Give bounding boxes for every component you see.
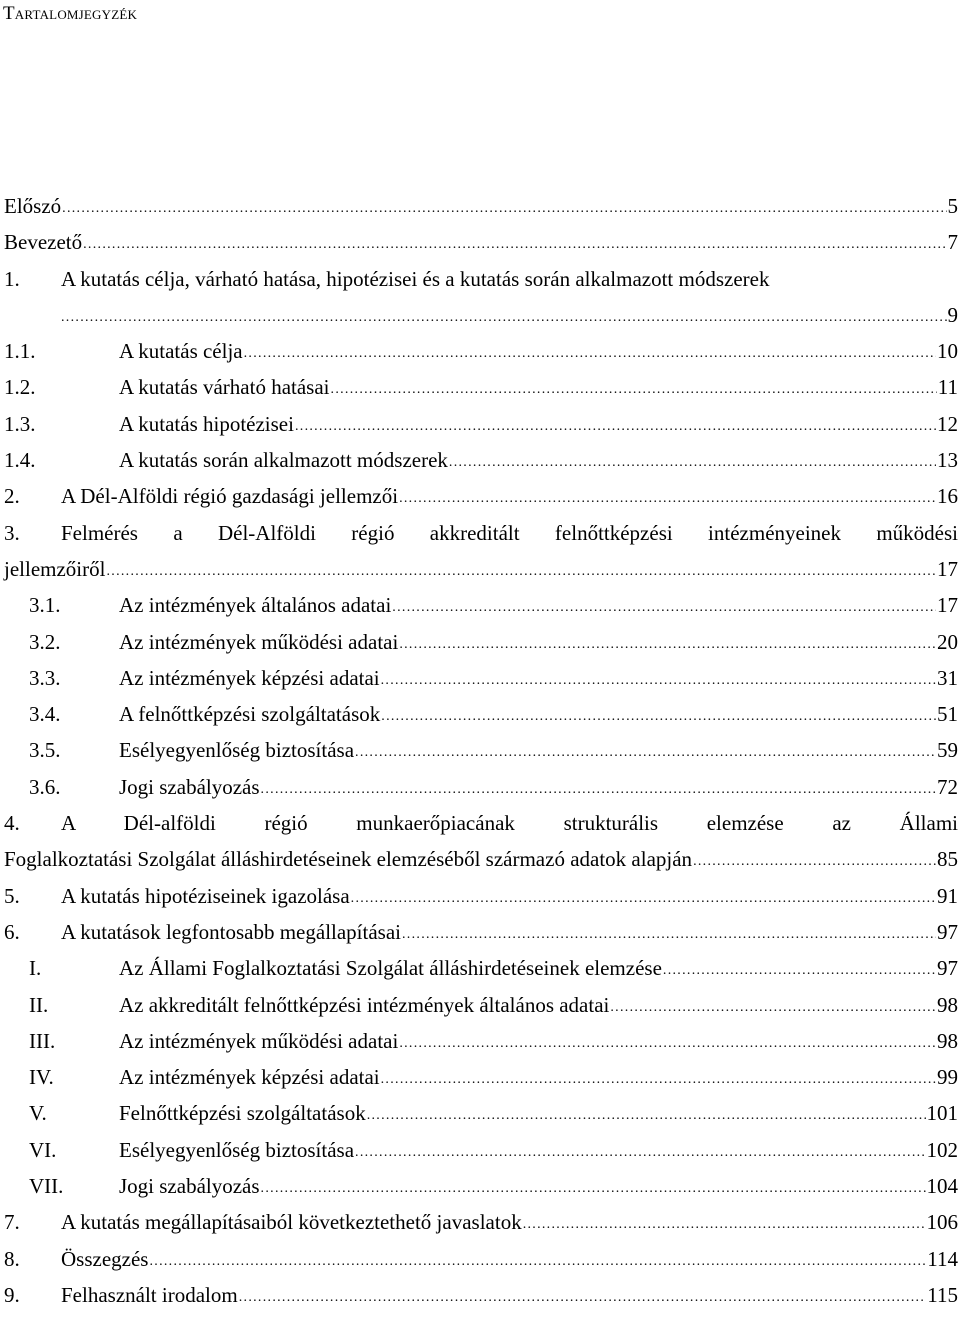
toc-entry-title: A kutatás során alkalmazott módszerek [119, 448, 448, 473]
page-title: Tartalomjegyzék [3, 3, 138, 24]
toc-entry-ch1-4[interactable] [4, 442, 958, 478]
toc-entry-title: A kutatás célja, várható hatása, hipotézisei és a kutatás során alkalmazott módszerek [61, 266, 770, 291]
toc-entry-title: A Dél-Alföldi régió gazdasági jellemzői [61, 484, 399, 509]
toc-entry-ch6[interactable] [4, 914, 958, 950]
toc-entry-ch5[interactable] [4, 878, 958, 914]
toc-entry-page: 85 [937, 847, 958, 872]
toc-entry-r5[interactable] [4, 1095, 958, 1131]
toc-entry-ch9[interactable] [4, 1277, 958, 1313]
toc-entry-page: 20 [937, 629, 958, 654]
dot-leader [355, 735, 936, 771]
toc-entry-number: 2. [4, 484, 20, 509]
toc-entry-title: Jogi szabályozás [119, 1174, 260, 1199]
toc-entry-page: 99 [937, 1065, 958, 1090]
dot-leader [610, 990, 936, 1026]
toc-entry-title: Felmérés a Dél-Alföldi régió akkreditált felnőttképzési intézményeinek működési [61, 520, 958, 545]
toc-entry-title: A felnőttképzési szolgáltatások [119, 702, 381, 727]
dot-leader [331, 372, 937, 408]
dot-leader [402, 917, 936, 953]
toc-entry-ch3-4[interactable] [4, 696, 958, 732]
toc-entry-title: Esélyegyenlőség biztosítása [119, 738, 355, 763]
dot-leader [399, 481, 936, 517]
toc-entry-ch3-2[interactable] [4, 624, 958, 660]
toc-entry-ch4[interactable] [4, 805, 958, 841]
toc-entry-page: 114 [927, 1246, 958, 1271]
toc-entry-number: 5. [4, 883, 20, 908]
dot-leader [239, 1280, 927, 1316]
toc-entry-preface[interactable] [4, 188, 958, 224]
toc-entry-page: 12 [937, 411, 958, 436]
toc-entry-title: Az intézmények működési adatai [119, 1028, 399, 1053]
toc-entry-page: 9 [947, 302, 958, 327]
toc-entry-page: 98 [937, 1028, 958, 1053]
toc-entry-title: Az Állami Foglalkoztatási Szolgálat álláshirdetéseinek elemzése [119, 956, 662, 981]
toc-entry-page: 97 [937, 956, 958, 981]
toc-entry-page: 10 [937, 339, 958, 364]
toc-entry-number: I. [29, 956, 42, 981]
toc-entry-title: A kutatás hipotézisei [119, 411, 294, 436]
dot-leader [392, 590, 936, 626]
toc-entry-number: 3.3. [29, 665, 61, 690]
toc-entry-title: Foglalkoztatási Szolgálat álláshirdetéseinek elemzéséből származó adatok alapján [4, 847, 693, 872]
toc-entry-title: Előszó [4, 194, 62, 218]
toc-entry-page: 59 [937, 738, 958, 763]
toc-entry-page: 51 [937, 702, 958, 727]
toc-entry-page: 101 [926, 1101, 958, 1126]
toc-entry-ch1-1[interactable] [4, 333, 958, 369]
toc-entry-r6[interactable] [4, 1132, 958, 1168]
toc-entry-page: 97 [937, 919, 958, 944]
dot-leader [295, 409, 936, 445]
toc-entry-page: 7 [947, 230, 958, 255]
toc-entry-r1[interactable] [4, 950, 958, 986]
toc-entry-ch4-continuation[interactable] [4, 841, 958, 877]
toc-entry-page: 11 [937, 375, 958, 400]
toc-entry-ch7[interactable] [4, 1204, 958, 1240]
toc-entry-title: A kutatás hipotéziseinek igazolása [61, 883, 350, 908]
dot-leader [261, 1171, 926, 1207]
toc-entry-ch2[interactable] [4, 478, 958, 514]
toc-entry-number: 1.1. [4, 339, 36, 364]
toc-entry-title: Az akkreditált felnőttképzési intézmények általános adatai [119, 992, 610, 1017]
toc-entry-title: jellemzőiről [4, 556, 106, 581]
toc-entry-number: 3.2. [29, 629, 61, 654]
toc-entry-number: 1. [4, 266, 20, 291]
toc-entry-page: 17 [937, 593, 958, 618]
toc-entry-title: Az intézmények általános adatai [119, 593, 392, 618]
toc-entry-number: 3.1. [29, 593, 61, 618]
toc-entry-r7[interactable] [4, 1168, 958, 1204]
table-of-contents [4, 188, 958, 1313]
toc-entry-page: 31 [937, 665, 958, 690]
toc-entry-number: 3.5. [29, 738, 61, 763]
toc-entry-title: Az intézmények képzési adatai [119, 665, 380, 690]
toc-entry-number: 6. [4, 919, 20, 944]
toc-entry-title: Az intézmények képzési adatai [119, 1065, 380, 1090]
toc-entry-number: 1.3. [4, 411, 36, 436]
toc-entry-ch1[interactable] [4, 261, 958, 297]
toc-entry-title: Összegzés [61, 1246, 149, 1271]
toc-entry-number: VI. [29, 1137, 57, 1162]
toc-entry-page: 104 [926, 1174, 958, 1199]
toc-entry-number: 8. [4, 1246, 20, 1271]
dot-leader [149, 1244, 926, 1280]
dot-leader [355, 1135, 925, 1171]
toc-entry-title: A kutatás célja [119, 339, 243, 364]
dot-leader [381, 699, 936, 735]
toc-entry-number: VII. [29, 1174, 64, 1199]
toc-entry-page: 16 [937, 484, 958, 509]
toc-entry-ch3-5[interactable] [4, 732, 958, 768]
toc-entry-number: 3.4. [29, 702, 61, 727]
toc-entry-page: 91 [937, 883, 958, 908]
dot-leader [244, 336, 936, 372]
toc-entry-number: 9. [4, 1282, 20, 1307]
toc-entry-number: II. [29, 992, 49, 1017]
toc-entry-page: 98 [937, 992, 958, 1017]
dot-leader [367, 1098, 926, 1134]
dot-leader [83, 227, 946, 263]
toc-entry-ch3-1[interactable] [4, 587, 958, 623]
toc-entry-title: Esélyegyenlőség biztosítása [119, 1137, 355, 1162]
toc-entry-number: 1.4. [4, 448, 36, 473]
toc-entry-title: Felhasznált irodalom [61, 1282, 238, 1307]
dot-leader [399, 627, 936, 663]
toc-entry-number: 3. [4, 520, 20, 545]
toc-entry-page: 102 [926, 1137, 958, 1162]
dot-leader [449, 445, 936, 481]
toc-entry-page: 5 [947, 194, 958, 218]
toc-entry-title: A kutatás megállapításaiból következtethető javaslatok [61, 1210, 522, 1235]
dot-leader [261, 772, 936, 808]
toc-entry-number: V. [29, 1101, 47, 1126]
toc-entry-title: A Dél-alföldi régió munkaerőpiacának strukturális elemzése az Állami [61, 811, 958, 836]
toc-entry-ch1-continuation[interactable] [4, 297, 958, 333]
toc-entry-intro[interactable] [4, 224, 958, 260]
dot-leader [399, 1026, 936, 1062]
toc-entry-title: Jogi szabályozás [119, 774, 260, 799]
toc-entry-number: 1.2. [4, 375, 36, 400]
toc-entry-number: IV. [29, 1065, 54, 1090]
dot-leader [61, 300, 947, 336]
toc-entry-page: 17 [937, 556, 958, 581]
toc-entry-number: 7. [4, 1210, 20, 1235]
toc-entry-title: Felnőttképzési szolgáltatások [119, 1101, 366, 1126]
dot-leader [693, 844, 936, 880]
toc-entry-title: A kutatás várható hatásai [119, 375, 330, 400]
toc-entry-ch1-2[interactable] [4, 369, 958, 405]
toc-entry-ch3-3[interactable] [4, 660, 958, 696]
toc-entry-page: 106 [926, 1210, 958, 1235]
toc-entry-page: 13 [937, 448, 958, 473]
toc-entry-r2[interactable] [4, 987, 958, 1023]
toc-entry-ch3-continuation[interactable] [4, 551, 958, 587]
toc-entry-r3[interactable] [4, 1023, 958, 1059]
toc-entry-ch3[interactable] [4, 515, 958, 551]
toc-entry-page: 115 [927, 1282, 958, 1307]
toc-entry-ch8[interactable] [4, 1241, 958, 1277]
dot-leader [351, 881, 936, 917]
toc-entry-page: 72 [937, 774, 958, 799]
toc-entry-r4[interactable] [4, 1059, 958, 1095]
toc-entry-ch3-6[interactable] [4, 769, 958, 805]
toc-entry-title: A kutatások legfontosabb megállapításai [61, 919, 401, 944]
toc-entry-title: Bevezető [4, 230, 83, 255]
toc-entry-number: III. [29, 1028, 56, 1053]
dot-leader [381, 663, 936, 699]
toc-entry-number: 4. [4, 811, 20, 836]
toc-entry-title: Az intézmények működési adatai [119, 629, 399, 654]
toc-entry-ch1-3[interactable] [4, 406, 958, 442]
dot-leader [106, 554, 936, 590]
dot-leader [62, 191, 946, 227]
dot-leader [381, 1062, 936, 1098]
toc-entry-number: 3.6. [29, 774, 61, 799]
dot-leader [523, 1207, 926, 1243]
dot-leader [663, 953, 936, 989]
